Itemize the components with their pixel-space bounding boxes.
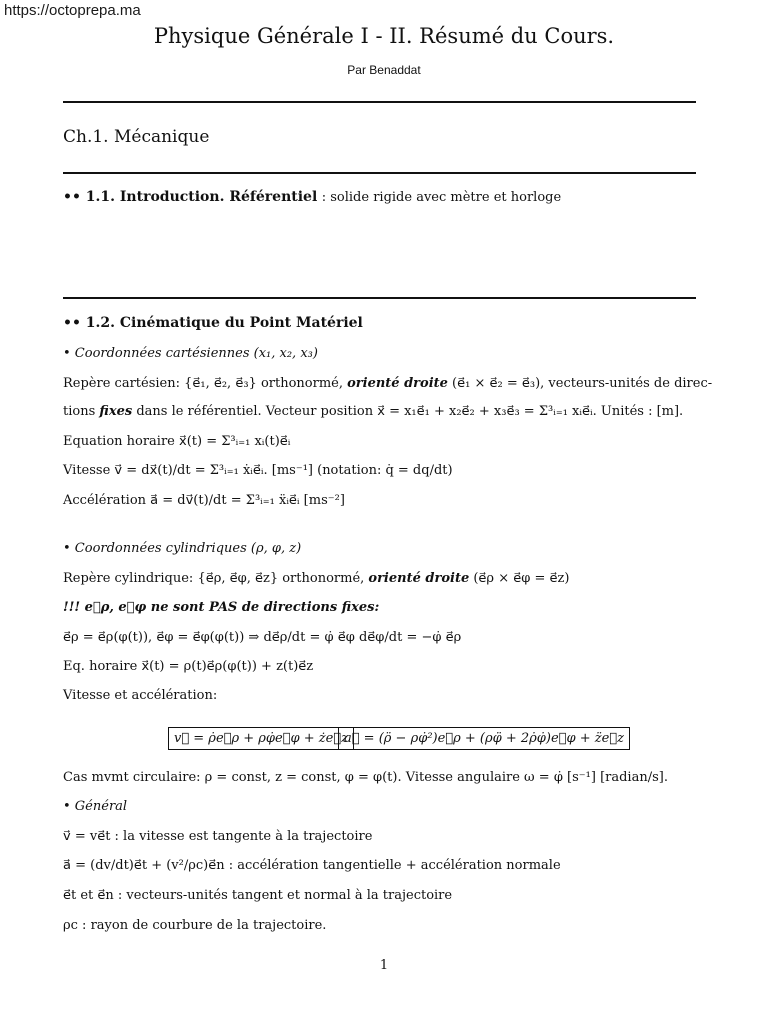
velocity-formula-box: v⃗ = ρ̇e⃗ρ + ρφ̇e⃗φ + że⃗z bbox=[168, 727, 354, 750]
circular-motion-line: Cas mvmt circulaire: ρ = const, z = const, φ = φ(t). Vitesse angulaire ω = φ̇ [s⁻¹] [radian/s]. bbox=[63, 770, 668, 785]
divider bbox=[63, 101, 696, 103]
source-url[interactable]: https://octoprepa.ma bbox=[4, 2, 141, 19]
text: tions bbox=[63, 404, 100, 419]
cartesian-line-1 bbox=[63, 376, 712, 391]
cylindrical-line-1 bbox=[63, 571, 569, 586]
text: (e⃗₁ × e⃗₂ = e⃗₃), vecteurs-unités de direc- bbox=[447, 376, 713, 391]
section-1-title: •• 1.1. Introduction. Référentiel bbox=[63, 189, 318, 205]
text: Repère cartésien: {e⃗₁, e⃗₂, e⃗₃} orthonormé, bbox=[63, 376, 348, 391]
general-bullet: • Général bbox=[63, 799, 128, 814]
acceleration-cartesian: Accélération a⃗ = dv⃗(t)/dt = Σ³ᵢ₌₁ ẍᵢe⃗ᵢ [ms⁻²] bbox=[63, 493, 345, 508]
page-number: 1 bbox=[379, 958, 389, 973]
general-line-3: e⃗t et e⃗n : vecteurs-unités tangent et normal à la trajectoire bbox=[63, 888, 453, 903]
text: (e⃗ρ × e⃗φ = e⃗z) bbox=[469, 571, 570, 586]
chapter-title: Ch.1. Mécanique bbox=[63, 127, 210, 147]
document-title: Physique Générale I - II. Résumé du Cours. bbox=[153, 24, 615, 48]
text: dans le référentiel. Vecteur position x⃗ = x₁e⃗₁ + x₂e⃗₂ + x₃e⃗₃ = Σ³ᵢ₌₁ xᵢe⃗ᵢ. Unités : [m]. bbox=[132, 404, 684, 419]
general-line-1: v⃗ = ve⃗t : la vitesse est tangente à la trajectoire bbox=[63, 829, 373, 844]
acceleration-formula-box: a⃗ = (ρ̈ − ρφ̇²)e⃗ρ + (ρφ̈ + 2ρ̇φ̇)e⃗φ + z̈e⃗z bbox=[338, 727, 630, 750]
text: Repère cylindrique: {e⃗ρ, e⃗φ, e⃗z} orthonormé, bbox=[63, 571, 369, 586]
section-1-heading bbox=[63, 189, 561, 205]
section-1-text: : solide rigide avec mètre et horloge bbox=[321, 190, 562, 205]
unit-vector-derivatives: e⃗ρ = e⃗ρ(φ(t)), e⃗φ = e⃗φ(φ(t)) ⇒ de⃗ρ/dt = φ̇ e⃗φ de⃗φ/dt = −φ̇ e⃗ρ bbox=[63, 630, 462, 645]
section-2-title: •• 1.2. Cinématique du Point Matériel bbox=[63, 315, 363, 331]
emphasis: orienté droite bbox=[368, 571, 470, 586]
document-author: Par Benaddat bbox=[347, 63, 421, 77]
emphasis: orienté droite bbox=[347, 376, 448, 391]
divider bbox=[63, 172, 696, 174]
general-line-2: a⃗ = (dv/dt)e⃗t + (v²/ρc)e⃗n : accélération tangentielle + accélération normale bbox=[63, 858, 561, 873]
section-2-heading bbox=[63, 315, 363, 331]
cylindrical-bullet: • Coordonnées cylindriques (ρ, φ, z) bbox=[63, 541, 302, 556]
velocity-accel-label: Vitesse et accélération: bbox=[63, 688, 218, 703]
velocity-cartesian: Vitesse v⃗ = dx⃗(t)/dt = Σ³ᵢ₌₁ ẋᵢe⃗ᵢ. [ms⁻¹] (notation: q̇ = dq/dt) bbox=[63, 463, 453, 478]
general-line-4: ρc : rayon de courbure de la trajectoire. bbox=[63, 918, 327, 933]
equation-horaire: Equation horaire x⃗(t) = Σ³ᵢ₌₁ xᵢ(t)e⃗ᵢ bbox=[63, 434, 291, 449]
cartesian-bullet: • Coordonnées cartésiennes (x₁, x₂, x₃) bbox=[63, 346, 318, 361]
equation-horaire-cyl: Eq. horaire x⃗(t) = ρ(t)e⃗ρ(φ(t)) + z(t)e⃗z bbox=[63, 659, 314, 674]
emphasis: fixes bbox=[99, 404, 133, 419]
divider bbox=[63, 297, 696, 299]
warning-line: !!! e⃗ρ, e⃗φ ne sont PAS de directions fixes: bbox=[63, 600, 380, 615]
cartesian-line-2 bbox=[63, 404, 683, 419]
